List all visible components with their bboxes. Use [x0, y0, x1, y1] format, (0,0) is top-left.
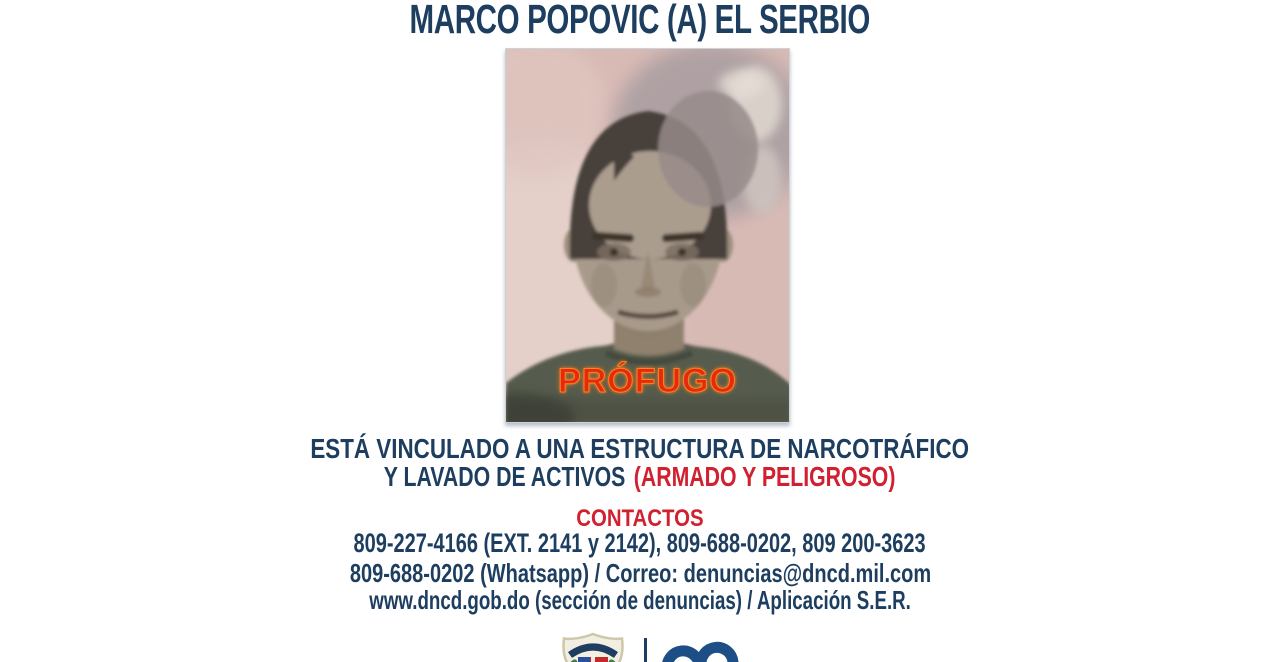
contact-phone-numbers-text: 809-227-4166 (EXT. 2141 y 2142), 809-688-0202, 809 200-3623 — [353, 528, 927, 558]
infinity-logo — [659, 638, 743, 662]
dncd-shield-logo — [560, 632, 626, 662]
description-line1-text: ESTÁ VINCULADO A UNA ESTRUCTURA DE NARCOTRÁFICO — [310, 433, 970, 464]
description-line1 — [0, 434, 1280, 464]
contact-website-app — [0, 586, 1280, 614]
poster-title-text: MARCO POPOVIC (A) EL SERBIO — [409, 0, 871, 42]
armed-dangerous-warning: (ARMADO Y PELIGROSO) — [634, 461, 896, 492]
logo-divider — [644, 638, 647, 662]
fugitive-status-label: PRÓFUGO — [558, 362, 737, 400]
suspect-photo — [505, 48, 790, 423]
description-line2-navy-text: Y LAVADO DE ACTIVOS — [384, 461, 626, 492]
contact-whatsapp-email — [0, 559, 1280, 587]
description-line2 — [0, 462, 1280, 492]
poster-title — [0, 0, 1280, 41]
footer-logos — [0, 630, 1280, 662]
contact-website-app-text: www.dncd.gob.do (sección de denuncias) / Aplicación S.E.R. — [369, 585, 911, 615]
contacts-heading-text: CONTACTOS — [576, 505, 704, 532]
contact-phone-numbers — [0, 529, 1280, 558]
contact-whatsapp-email-text: 809-688-0202 (Whatsapp) / Correo: denuncias@dncd.mil.com — [349, 558, 931, 588]
